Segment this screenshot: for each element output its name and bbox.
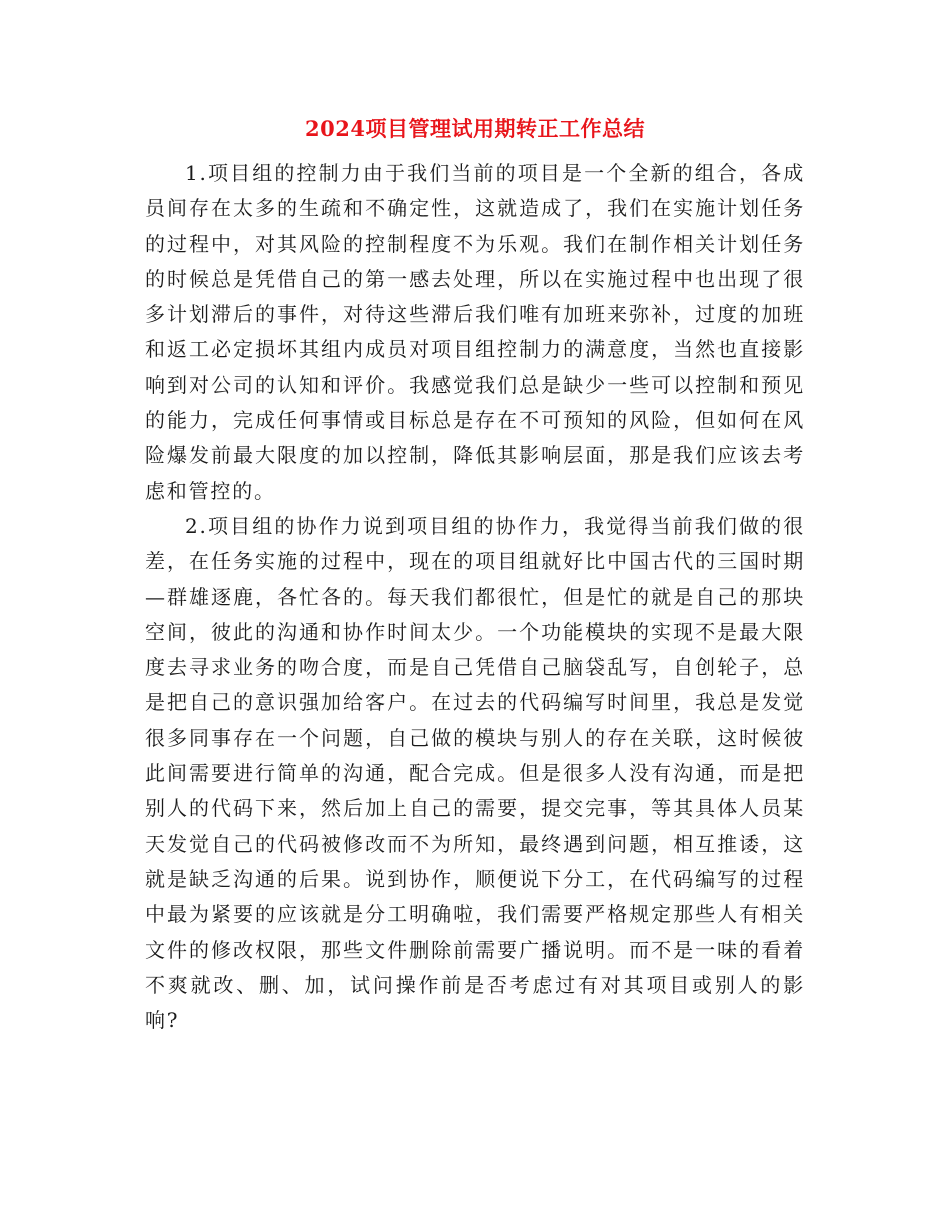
paragraph-collaboration: 2.项目组的协作力说到项目组的协作力，我觉得当前我们做的很差，在任务实施的过程中，现在的项目组就好比中国古代的三国时期—群雄逐鹿，各忙各的。每天我们都很忙，但是忙的就是自己的那块空间，彼此的沟通和协作时间太少。一个功能模块的实现不是最大限度去寻求业务的吻合度，而是自己凭借自己脑袋乱写，自创轮子，总是把自己的意识强加给客户。在过去的代码编写时间里，我总是发觉很多同事存在一个问题，自己做的模块与别人的存在关联，这时候彼此间需要进行简单的沟通，配合完成。但是很多人没有沟通，而是把别人的代码下来，然后加上自己的需要，提交完事，等其具体人员某天发觉自己的代码被修改而不为所知，最终遇到问题，相互推诿，这就是缺乏沟通的后果。说到协作，顺便说下分工，在代码编写的过程中最为紧要的应该就是分工明确啦，我们需要严格规定那些人有相关文件的修改权限，那些文件删除前需要广播说明。而不是一味的看着不爽就改、删、加，试问操作前是否考虑过有对其项目或别人的影响? xyxy=(145,513,805,1033)
document-body xyxy=(145,156,805,1038)
document-title: 2024项目管理试用期转正工作总结 xyxy=(305,116,645,141)
paragraph-control: 1.项目组的控制力由于我们当前的项目是一个全新的组合，各成员间存在太多的生疏和不确定性，这就造成了，我们在实施计划任务的过程中，对其风险的控制程度不为乐观。我们在制作相关计划任务的时候总是凭借自己的第一感去处理，所以在实施过程中也出现了很多计划滞后的事件，对待这些滞后我们唯有加班来弥补，过度的加班和返工必定损坏其组内成员对项目组控制力的满意度，当然也直接影响到对公司的认知和评价。我感觉我们总是缺少一些可以控制和预见的能力，完成任何事情或目标总是存在不可预知的风险，但如何在风险爆发前最大限度的加以控制，降低其影响层面，那是我们应该去考虑和管控的。 xyxy=(145,161,805,503)
